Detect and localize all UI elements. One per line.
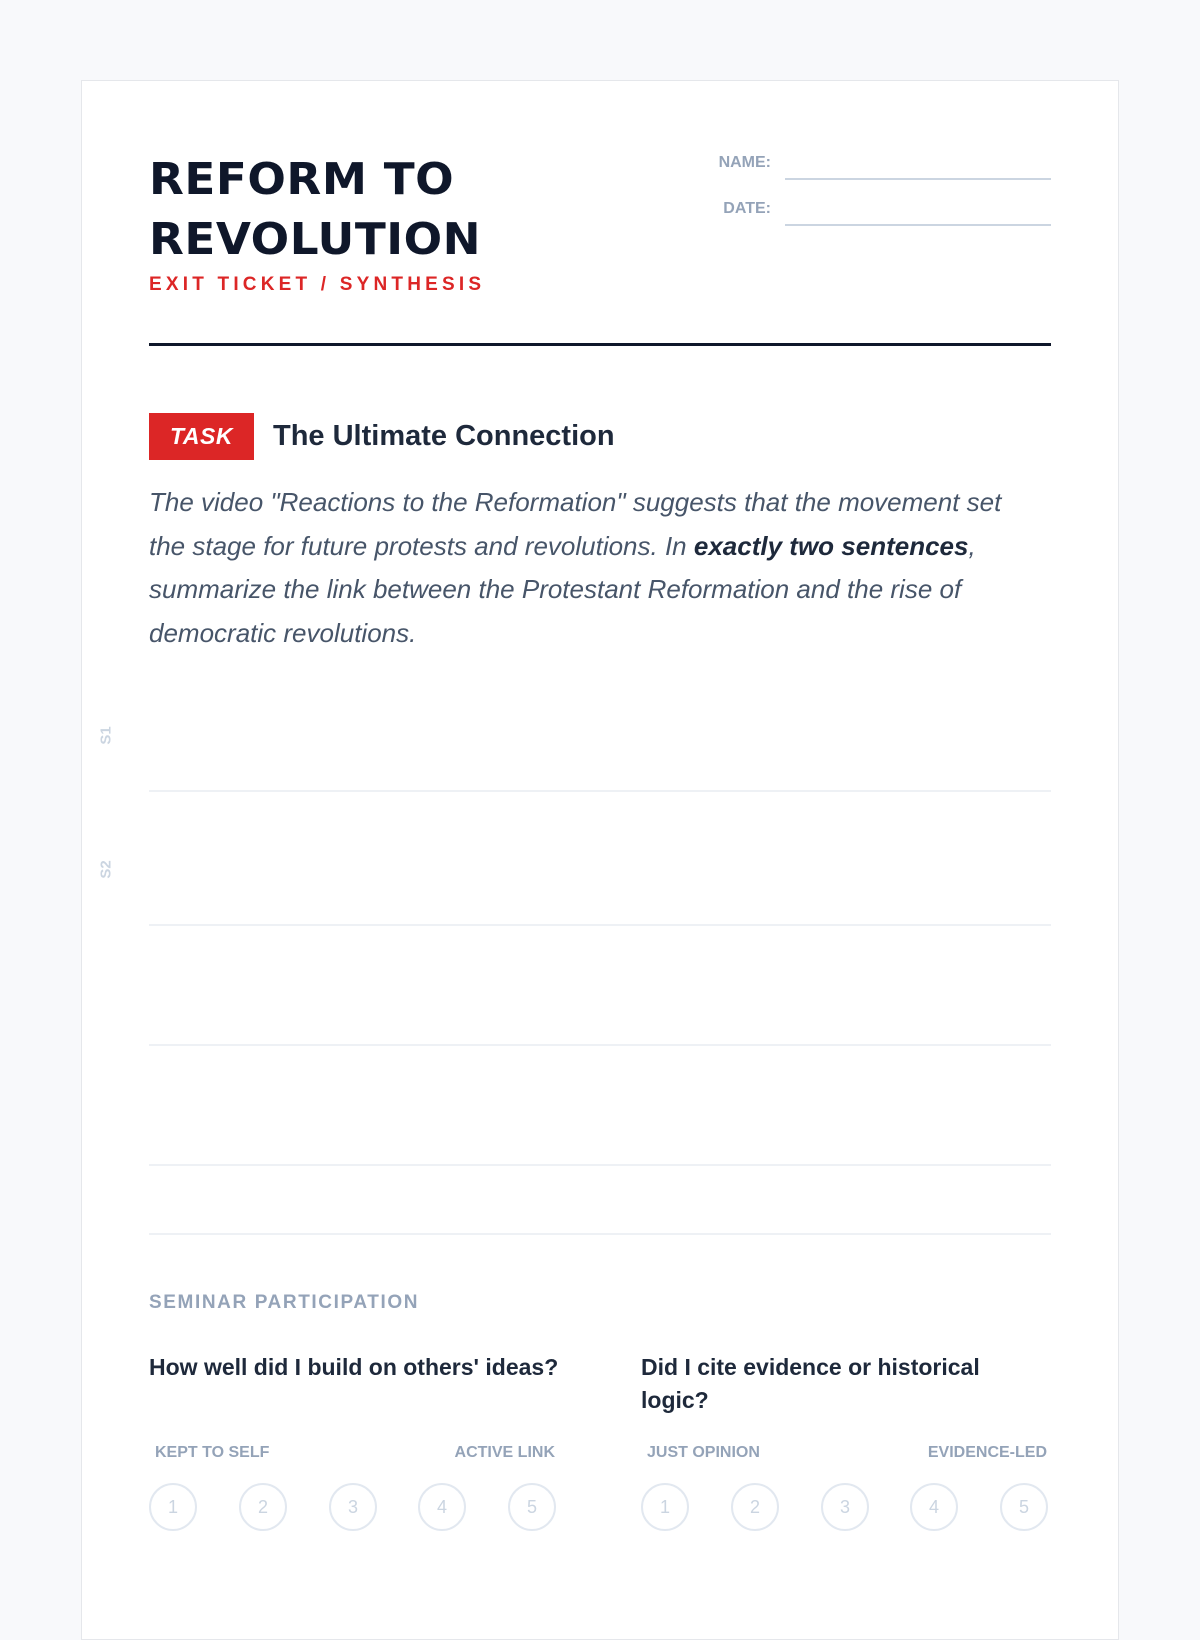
rating-option-3[interactable]: 3 [821,1483,869,1531]
writing-line[interactable] [149,1164,1051,1166]
rating-question: Did I cite evidence or historical logic? [641,1354,980,1413]
rating-option-1[interactable]: 1 [149,1483,197,1531]
date-row [711,200,1051,246]
prompt-text-start: The video "Reactions to the Reformation" suggests that the movement set the stage for future protests and revolutions. In [149,487,1002,561]
task-prompt [149,481,1039,655]
rating-option-4[interactable]: 4 [418,1483,466,1531]
rating-option-3[interactable]: 3 [329,1483,377,1531]
rating-cite-evidence [641,1351,1053,1539]
rating-question: How well did I build on others' ideas? [149,1354,559,1380]
scale-low-label: JUST OPINION [647,1444,760,1461]
worksheet-page [81,80,1119,1640]
writing-line[interactable] [149,1233,1051,1235]
rating-scale-labels [149,1444,561,1474]
task-badge: TASK [149,413,254,460]
sentence-2-label-text: S2 [97,860,115,879]
rating-option-5[interactable]: 5 [1000,1483,1048,1531]
rating-option-4[interactable]: 4 [910,1483,958,1531]
scale-low-label: KEPT TO SELF [155,1444,270,1461]
rating-option-2[interactable]: 2 [731,1483,779,1531]
writing-line[interactable] [149,924,1051,926]
student-info [711,154,1051,246]
worksheet-title [149,150,481,270]
name-label: NAME: [718,154,771,171]
header-divider [149,343,1051,346]
worksheet-subtitle: EXIT TICKET / SYNTHESIS [149,274,486,295]
prompt-text-end: , summarize the link between the Protestant Reformation and the rise of democratic revolutions. [149,530,976,648]
task-title: The Ultimate Connection [273,420,615,452]
name-row [711,154,1051,200]
prompt-emphasis: exactly two sentences [693,530,969,561]
scale-high-label: EVIDENCE-LED [927,1444,1047,1461]
writing-line[interactable] [149,790,1051,792]
rating-option-5[interactable]: 5 [508,1483,556,1531]
rating-option-2[interactable]: 2 [239,1483,287,1531]
sentence-1-label-text: S1 [97,726,115,745]
rating-options [641,1483,1053,1539]
participation-heading: SEMINAR PARTICIPATION [149,1292,420,1313]
title-line-1: REFORM TO [149,154,455,205]
name-field[interactable] [785,178,1051,180]
title-line-2: REVOLUTION [149,214,482,265]
date-label: DATE: [723,200,771,217]
scale-high-label: ACTIVE LINK [454,1444,555,1461]
rating-options [149,1483,561,1539]
date-field[interactable] [785,224,1051,226]
rating-option-1[interactable]: 1 [641,1483,689,1531]
rating-scale-labels [641,1444,1053,1474]
rating-build-on-ideas [149,1351,561,1539]
writing-line[interactable] [149,1044,1051,1046]
